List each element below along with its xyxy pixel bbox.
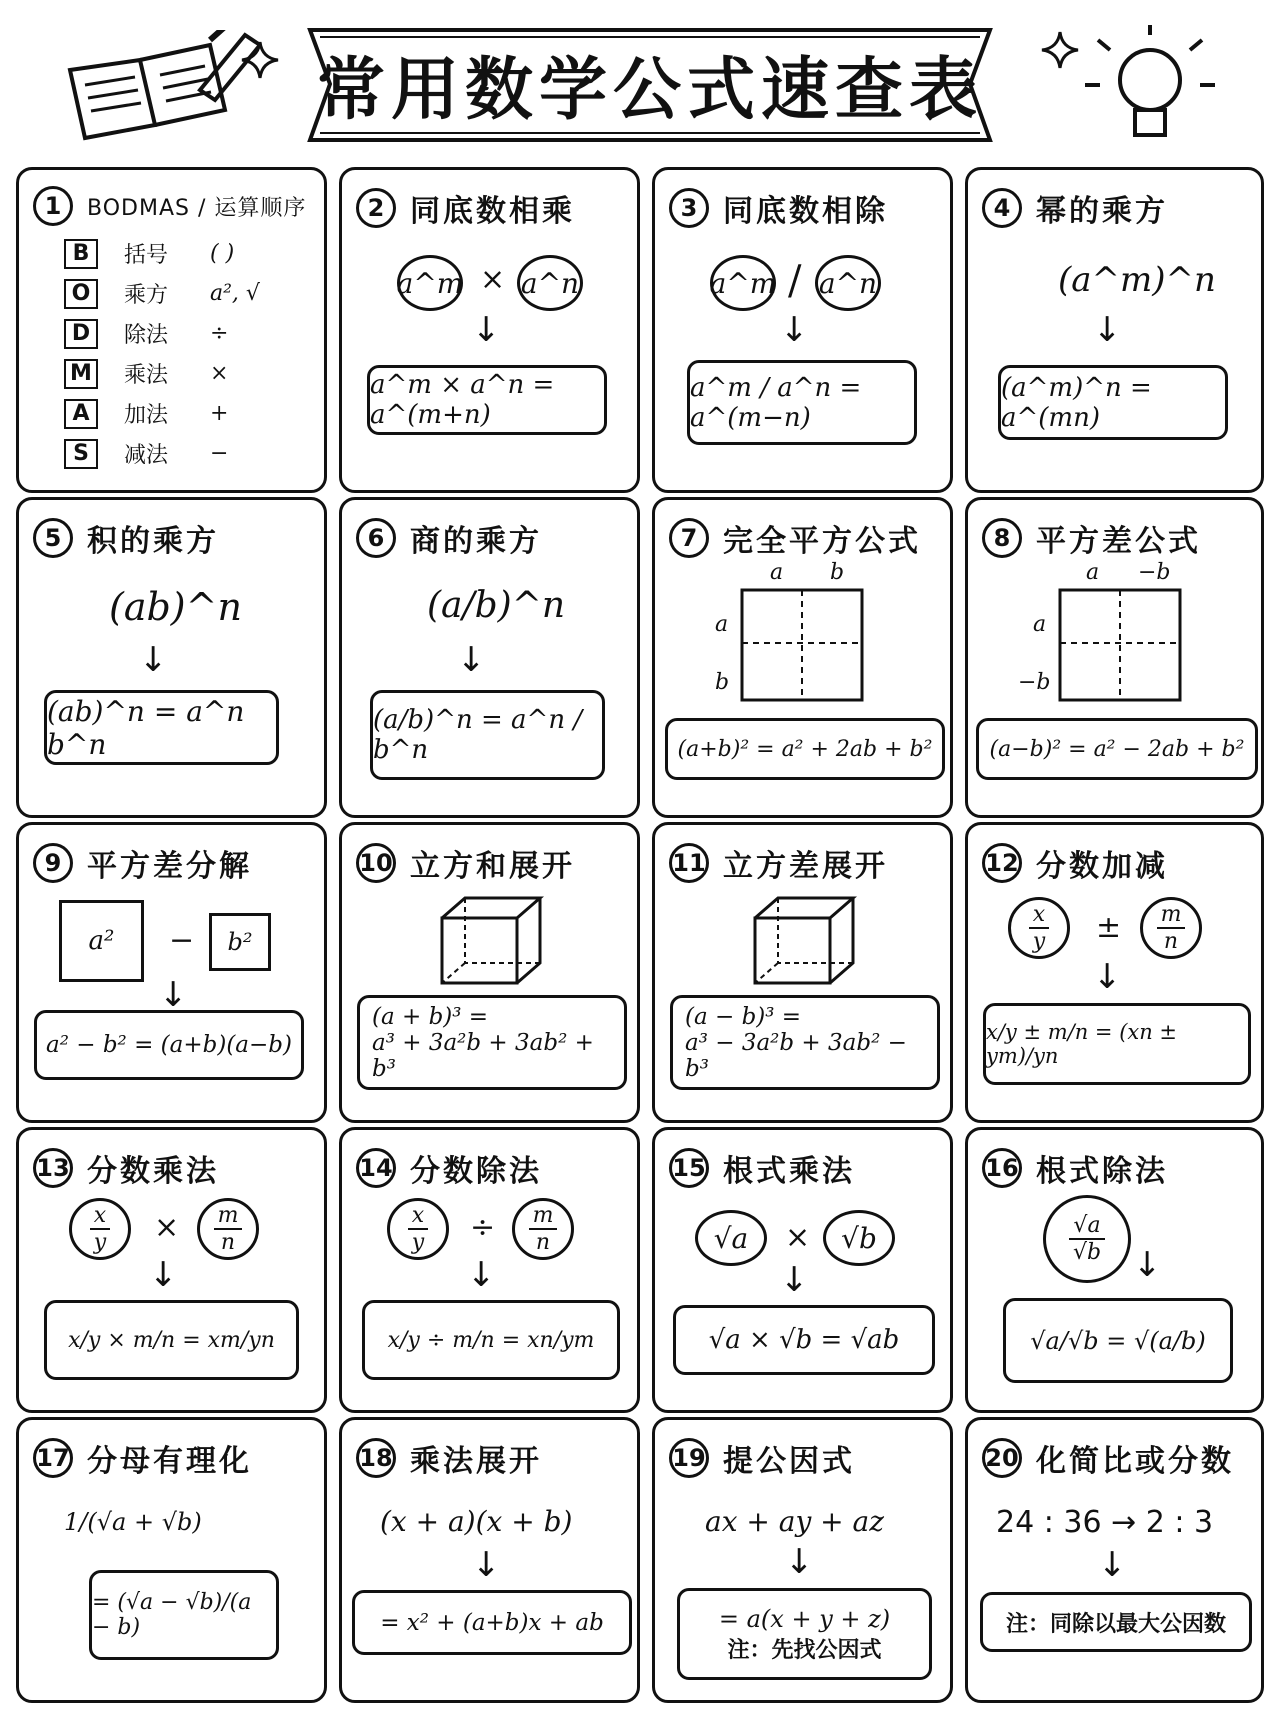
formula-bubble: a^m [710, 255, 776, 311]
card-title: 同底数相除 [723, 194, 888, 229]
result-formula [670, 995, 940, 1090]
side-label: a [1033, 612, 1047, 637]
card-title: 根式乘法 [723, 1154, 855, 1189]
card-power-of-quotient [339, 497, 640, 818]
radical-bubble: √a [695, 1210, 767, 1266]
side-label: b [830, 560, 845, 585]
card-title: 分数除法 [410, 1154, 542, 1189]
operator: ÷ [470, 1210, 496, 1245]
fraction-bubble: $\frac{x}{y}$ [1008, 897, 1070, 959]
card-title: BODMAS / 运算顺序 [87, 195, 307, 221]
side-label: −b [1018, 670, 1051, 695]
formula-top: (ab)^n [109, 585, 242, 629]
bodmas-name: 乘法 [124, 363, 169, 388]
side-label: b [715, 670, 730, 695]
bodmas-name: 加法 [124, 403, 169, 428]
down-arrow-icon: ↓ [780, 1260, 809, 1300]
hint-note: 注：同除以最大公因数 [980, 1592, 1252, 1652]
result-formula: x/y ÷ m/n = xn/ym [362, 1300, 620, 1380]
lightbulb-icon [1080, 25, 1220, 155]
card-title: 化简比或分数 [1036, 1444, 1234, 1479]
fraction-bubble: $\frac{m}{n}$ [197, 1198, 259, 1260]
result-formula: (a^m)^n = a^(mn) [998, 365, 1228, 440]
square-diagram [740, 588, 865, 703]
card-number: 15 [669, 1148, 709, 1188]
result-formula: √a/√b = √(a/b) [1003, 1298, 1233, 1383]
result-formula: x/y × m/n = xm/yn [44, 1300, 299, 1380]
card-rationalize [16, 1417, 327, 1703]
operator: × [154, 1210, 180, 1245]
square-diagram [1058, 588, 1183, 703]
sparkle-icon [1040, 30, 1080, 70]
card-power-of-power [965, 167, 1264, 493]
card-cube-sum [339, 822, 640, 1123]
card-title: 同底数相乘 [410, 194, 575, 229]
open-book-icon [60, 30, 260, 145]
card-number: 4 [982, 188, 1022, 228]
bodmas-row [64, 318, 228, 349]
operator: / [788, 258, 802, 304]
bodmas-row [64, 278, 260, 309]
bodmas-row [64, 358, 228, 389]
card-title: 乘法展开 [410, 1444, 542, 1479]
cube-icon [750, 893, 860, 988]
card-difference-square [965, 497, 1264, 818]
card-number: 8 [982, 518, 1022, 558]
card-title: 平方差公式 [1036, 524, 1201, 559]
card-title: 平方差分解 [87, 849, 252, 884]
bodmas-letter: A [64, 399, 98, 429]
card-perfect-square [652, 497, 953, 818]
down-arrow-icon: ↓ [1098, 1545, 1127, 1585]
card-title: 完全平方公式 [723, 524, 921, 559]
card-number: 18 [356, 1438, 396, 1478]
bodmas-name: 乘方 [124, 283, 169, 308]
result-formula: (a−b)² = a² − 2ab + b² [976, 718, 1258, 780]
bodmas-letter: O [64, 279, 98, 309]
page-title: 常用数学公式速查表 [316, 51, 983, 130]
formula-line: (a + b)³ = [372, 1003, 489, 1030]
card-fraction-add-sub [965, 822, 1264, 1123]
result-formula: (a/b)^n = a^n / b^n [370, 690, 605, 780]
hint-note: 注：先找公因式 [727, 1637, 882, 1663]
bodmas-letter: D [64, 319, 98, 349]
side-label: −b [1138, 560, 1171, 585]
result-formula [677, 1588, 932, 1680]
result-formula: a^m / a^n = a^(m−n) [687, 360, 917, 445]
bodmas-row [64, 438, 228, 469]
card-division-same-base [652, 167, 953, 493]
fraction-bubble: $\frac{x}{y}$ [387, 1198, 449, 1260]
card-bodmas [16, 167, 327, 493]
formula-line: (a − b)³ = [685, 1003, 802, 1030]
result-formula: = (√a − √b)/(a − b) [89, 1570, 279, 1660]
result-formula: a^m × a^n = a^(m+n) [367, 365, 607, 435]
side-label: a [715, 612, 729, 637]
card-number: 20 [982, 1438, 1022, 1478]
formula-grid [14, 165, 1266, 1705]
down-arrow-icon: ↓ [1133, 1245, 1162, 1285]
card-number: 14 [356, 1148, 396, 1188]
formula-top: ax + ay + az [705, 1505, 884, 1538]
card-number: 3 [669, 188, 709, 228]
fraction-bubble: $\frac{m}{n}$ [512, 1198, 574, 1260]
result-formula: = x² + (a+b)x + ab [352, 1590, 632, 1655]
card-number: 6 [356, 518, 396, 558]
card-simplify-ratio [965, 1417, 1264, 1703]
card-title: 立方差展开 [723, 849, 888, 884]
fraction-bubble: $\frac{m}{n}$ [1140, 897, 1202, 959]
formula-top: (a/b)^n [427, 585, 566, 626]
operator: × [785, 1220, 811, 1255]
card-title: 根式除法 [1036, 1154, 1168, 1189]
card-title: 分数乘法 [87, 1154, 219, 1189]
card-number: 11 [669, 843, 709, 883]
down-arrow-icon: ↓ [472, 1545, 501, 1585]
bodmas-symbol: ( ) [210, 241, 235, 266]
down-arrow-icon: ↓ [149, 1255, 178, 1295]
card-difference-factor [16, 822, 327, 1123]
bodmas-symbol: + [210, 401, 229, 426]
card-number: 19 [669, 1438, 709, 1478]
card-cube-difference [652, 822, 953, 1123]
formula-top: 1/(√a + √b) [64, 1508, 202, 1536]
bodmas-symbol: a², √ [210, 281, 260, 306]
card-fraction-divide [339, 1127, 640, 1413]
radical-bubble: $\frac{√a}{√b}$ [1043, 1195, 1131, 1283]
card-fraction-multiply [16, 1127, 327, 1413]
operator: ± [1096, 910, 1122, 945]
down-arrow-icon: ↓ [467, 1255, 496, 1295]
down-arrow-icon: ↓ [785, 1542, 814, 1582]
card-product-same-base [339, 167, 640, 493]
card-title: 商的乘方 [410, 524, 542, 559]
bodmas-letter: M [64, 359, 98, 389]
card-number: 9 [33, 843, 73, 883]
result-formula: √a × √b = √ab [673, 1305, 935, 1375]
result-formula: (ab)^n = a^n b^n [44, 690, 279, 765]
bodmas-name: 减法 [124, 443, 169, 468]
card-title: 分母有理化 [87, 1444, 252, 1479]
card-title: 提公因式 [723, 1444, 855, 1479]
result-formula [357, 995, 627, 1090]
bodmas-symbol: × [210, 361, 229, 386]
card-title: 立方和展开 [410, 849, 575, 884]
formula-bubble: a^m [397, 255, 463, 311]
bodmas-letter: S [64, 439, 98, 469]
side-label: a [1086, 560, 1100, 585]
card-title: 分数加减 [1036, 849, 1168, 884]
card-number: 13 [33, 1148, 73, 1188]
result-formula: (a+b)² = a² + 2ab + b² [665, 718, 945, 780]
card-number: 10 [356, 843, 396, 883]
square-a: a² [59, 900, 144, 982]
formula-line: a³ − 3a²b + 3ab² − b³ [685, 1029, 907, 1082]
card-common-factor [652, 1417, 953, 1703]
down-arrow-icon: ↓ [457, 640, 486, 680]
down-arrow-icon: ↓ [139, 640, 168, 680]
card-number: 7 [669, 518, 709, 558]
formula-top: (x + a)(x + b) [380, 1505, 573, 1538]
operator: × [480, 262, 506, 297]
result-formula: a² − b² = (a+b)(a−b) [34, 1010, 304, 1080]
bodmas-name: 括号 [124, 243, 169, 268]
bodmas-letter: B [64, 239, 98, 269]
card-radical-divide [965, 1127, 1264, 1413]
bodmas-name: 除法 [124, 323, 169, 348]
operator: − [169, 923, 195, 958]
title-banner [290, 22, 1010, 147]
card-title: 幂的乘方 [1036, 194, 1168, 229]
down-arrow-icon: ↓ [1093, 957, 1122, 997]
square-b: b² [209, 913, 271, 971]
down-arrow-icon: ↓ [472, 310, 501, 350]
card-power-of-product [16, 497, 327, 818]
formula-bubble: a^n [517, 255, 583, 311]
bodmas-row [64, 398, 228, 429]
card-number: 2 [356, 188, 396, 228]
card-multiply-expand [339, 1417, 640, 1703]
side-label: a [770, 560, 784, 585]
bodmas-symbol: ÷ [210, 321, 229, 346]
down-arrow-icon: ↓ [780, 310, 809, 350]
card-number: 16 [982, 1148, 1022, 1188]
formula-bubble: a^n [815, 255, 881, 311]
card-radical-multiply [652, 1127, 953, 1413]
result-formula: x/y ± m/n = (xn ± ym)/yn [983, 1003, 1251, 1085]
radical-bubble: √b [823, 1210, 895, 1266]
card-number: 5 [33, 518, 73, 558]
fraction-bubble: $\frac{x}{y}$ [69, 1198, 131, 1260]
bodmas-symbol: − [210, 441, 229, 466]
card-number: 17 [33, 1438, 73, 1478]
formula-line: a³ + 3a²b + 3ab² + b³ [372, 1029, 594, 1082]
formula-top: 24 : 36 → 2 : 3 [996, 1505, 1214, 1540]
down-arrow-icon: ↓ [1093, 310, 1122, 350]
card-title: 积的乘方 [87, 524, 219, 559]
down-arrow-icon: ↓ [159, 975, 188, 1015]
sparkle-icon [240, 40, 280, 80]
bodmas-row [64, 238, 234, 269]
card-number: 12 [982, 843, 1022, 883]
formula-top: (a^m)^n [1058, 260, 1216, 300]
cube-icon [437, 893, 547, 988]
formula-line: = a(x + y + z) [718, 1604, 891, 1633]
card-number: 1 [33, 186, 73, 226]
